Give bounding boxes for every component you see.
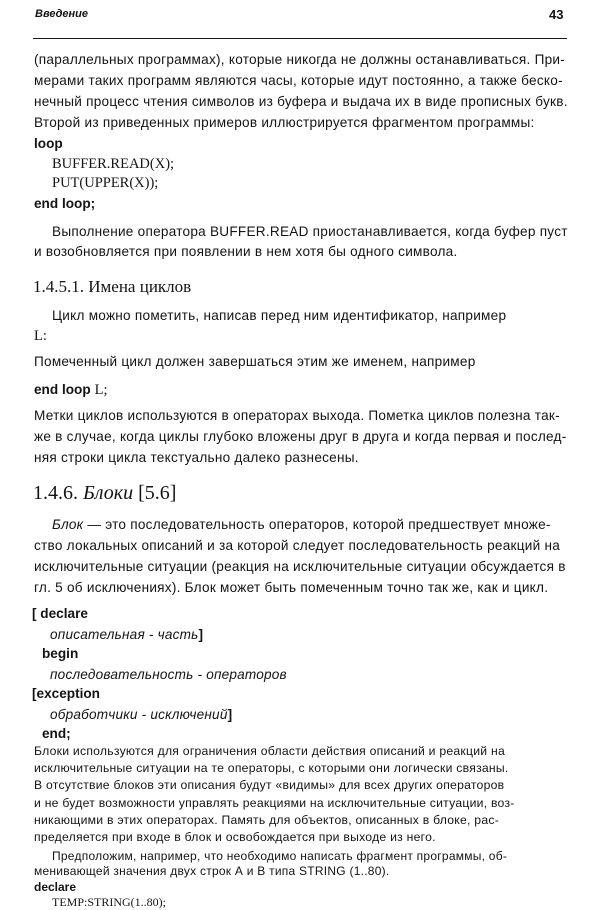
code-keyword-end: end;: [42, 726, 71, 741]
code-label-ref: L;: [94, 382, 108, 398]
running-header-title: Введение: [35, 8, 88, 20]
paragraph-line: няя строки цикла текстуально далеко разнесены.: [34, 450, 359, 465]
paragraph-line: мерами таких программ являются часы, которые идут постоянно, а также беско-: [34, 73, 563, 88]
paragraph-line: исключительные ситуации (реакция на исключительные ситуации обсуждается в: [34, 559, 566, 574]
code-label: L:: [34, 328, 47, 344]
section-heading-146: [33, 482, 176, 505]
paragraph-line: и возобновляется при появлении в нем хотя бы одного символа.: [34, 244, 458, 259]
code-line: обработчики - исключений]: [50, 707, 233, 722]
paragraph-line: нечный процесс чтения символов из буфера и выдача их в виде прописных букв.: [34, 94, 568, 109]
paragraph-line: Помеченный цикл должен завершаться этим же именем, например: [34, 354, 476, 369]
code-keyword-end-loop: end loop;: [34, 196, 96, 211]
section-reference: [5.6]: [138, 482, 177, 504]
code-line: TEMP:STRING(1..80);: [52, 895, 166, 910]
section-number: 1.4.5.1.: [33, 277, 84, 296]
code-keyword-loop: loop: [34, 136, 63, 151]
paragraph-line: никающими в этих операторах. Память для объектов, описанных в блоке, рас-: [34, 812, 500, 827]
code-keyword-end-loop: end loop: [34, 382, 91, 397]
term-block: Блок: [52, 517, 84, 532]
section-number: 1.4.6.: [33, 482, 78, 504]
paragraph-line: Блок — это последовательность операторов, которой предшествует множе-: [52, 517, 551, 532]
paragraph-line: В отсутствие блоков эти описания будут «видимы» для всех других операторов: [34, 778, 505, 793]
paragraph-line: Цикл можно пометить, написав перед ним идентификатор, например: [52, 308, 507, 323]
paragraph-line: же в случае, когда циклы глубоко вложены друг в друга и когда первая и послед-: [34, 429, 567, 444]
code-line: описательная - часть]: [50, 627, 204, 642]
paragraph-line: исключительные ситуации на те операторы, с которыми они логически связаны.: [34, 761, 509, 776]
code-keyword-declare: declare: [34, 880, 77, 895]
paragraph-line: ство локальных описаний и за которой следует последовательность реакций на: [34, 538, 561, 553]
section-heading-1451: [33, 277, 191, 297]
paragraph-line: пределяется при входе в блок и освобождается при выходе из него.: [34, 830, 436, 844]
code-line: BUFFER.READ(X);: [52, 156, 175, 172]
section-title: Имена циклов: [88, 277, 192, 296]
code-line: [34, 381, 108, 399]
page-number: 43: [549, 7, 564, 22]
paragraph-line: Блоки используются для ограничения области действия описаний и реакций на: [34, 744, 506, 758]
paragraph-line: менивающей значения двух строк А и В типа STRING (1..80).: [34, 864, 390, 879]
code-keyword-begin: begin: [42, 646, 79, 661]
code-line: PUT(UPPER(X));: [52, 175, 159, 191]
code-line: последовательность - операторов: [50, 667, 287, 682]
paragraph-line: Метки циклов используются в операторах выхода. Пометка циклов полезна так-: [34, 408, 560, 423]
paragraph-line: гл. 5 об исключениях). Блок может быть помеченным точно так же, как и цикл.: [34, 580, 549, 595]
paragraph-line: и не будет возможности управлять реакциями на исключительные ситуации, воз-: [34, 795, 515, 810]
code-keyword-exception: [exception: [32, 686, 100, 701]
code-keyword-declare: [ declare: [32, 606, 88, 621]
paragraph-line: Выполнение оператора BUFFER.READ приостанавливается, когда буфер пуст: [52, 224, 568, 239]
paragraph-line: Предположим, например, что необходимо написать фрагмент программы, об-: [52, 849, 508, 864]
paragraph-line: (параллельных программах), которые никогда не должны останавливаться. При-: [34, 52, 566, 67]
section-title: Блоки: [83, 482, 134, 504]
paragraph-line: Второй из приведенных примеров иллюстрируется фрагментом программы:: [34, 115, 535, 130]
header-rule: [33, 38, 567, 39]
